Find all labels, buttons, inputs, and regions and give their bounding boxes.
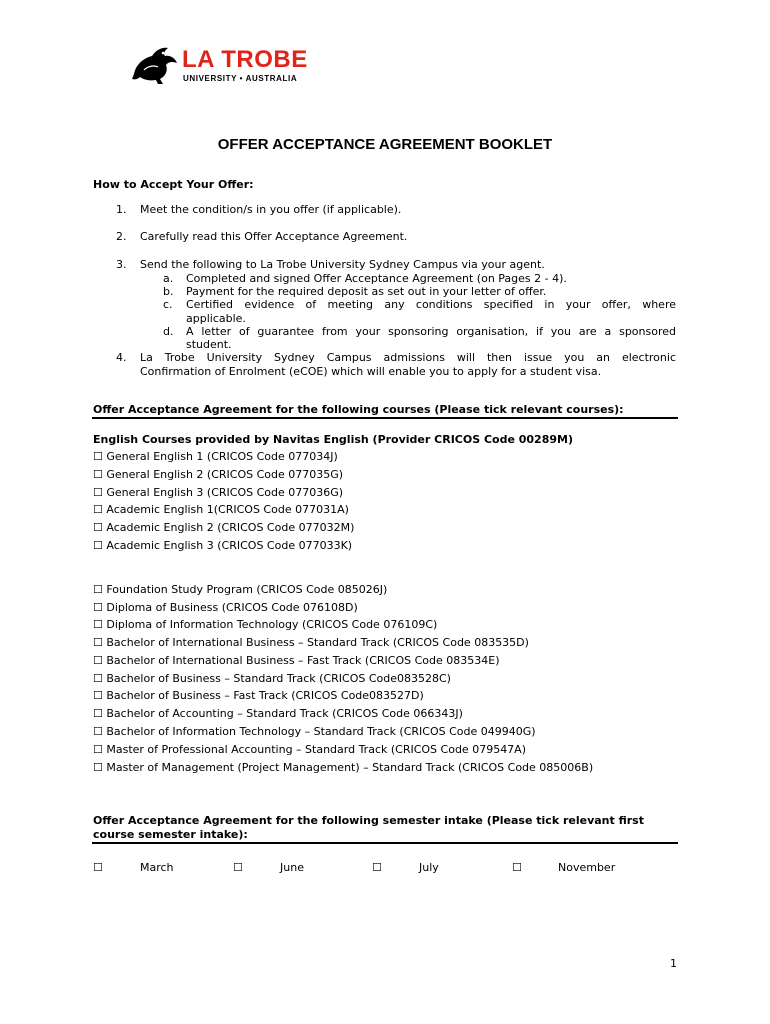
program-checkbox[interactable]: ☐ Foundation Study Program (CRICOS Code 085026J) bbox=[93, 583, 388, 596]
intake-march-checkbox[interactable]: ☐ bbox=[93, 861, 103, 874]
step-4-text-line1: La Trobe University Sydney Campus admissions will then issue you an electronic bbox=[140, 351, 676, 364]
step-3d-letter: d. bbox=[163, 325, 174, 338]
step-3c-text-line2: applicable. bbox=[186, 312, 246, 325]
step-3a-letter: a. bbox=[163, 272, 174, 285]
step-4-text-line2: Confirmation of Enrolment (eCOE) which will enable you to apply for a student visa. bbox=[140, 365, 602, 378]
program-checkbox[interactable]: ☐ Bachelor of Business – Standard Track (CRICOS Code083528C) bbox=[93, 672, 451, 685]
intake-heading-line1: Offer Acceptance Agreement for the following semester intake (Please tick relevant first bbox=[93, 814, 644, 827]
step-2-number: 2. bbox=[116, 230, 127, 243]
intake-november-label: November bbox=[558, 861, 616, 874]
step-1-number: 1. bbox=[116, 203, 127, 216]
brand-name: LA TROBE bbox=[182, 46, 308, 73]
step-3-number: 3. bbox=[116, 258, 127, 271]
step-4-number: 4. bbox=[116, 351, 127, 364]
la-trobe-logo bbox=[130, 44, 330, 90]
program-checkbox[interactable]: ☐ Bachelor of International Business – Standard Track (CRICOS Code 083535D) bbox=[93, 636, 529, 649]
eagle-logo-icon bbox=[130, 44, 180, 88]
step-3c-letter: c. bbox=[163, 298, 173, 311]
english-course-checkbox[interactable]: ☐ Academic English 1(CRICOS Code 077031A) bbox=[93, 503, 349, 516]
program-checkbox[interactable]: ☐ Diploma of Information Technology (CRICOS Code 076109C) bbox=[93, 618, 438, 631]
how-to-heading: How to Accept Your Offer: bbox=[93, 178, 254, 191]
step-3b-text: Payment for the required deposit as set out in your letter of offer. bbox=[186, 285, 547, 298]
program-checkbox[interactable]: ☐ Bachelor of International Business – Fast Track (CRICOS Code 083534E) bbox=[93, 654, 500, 667]
brand-subtitle: UNIVERSITY • AUSTRALIA bbox=[183, 74, 298, 83]
step-3-text: Send the following to La Trobe University Sydney Campus via your agent. bbox=[140, 258, 545, 271]
intake-july-checkbox[interactable]: ☐ bbox=[372, 861, 382, 874]
english-course-checkbox[interactable]: ☐ Academic English 2 (CRICOS Code 077032M) bbox=[93, 521, 355, 534]
program-checkbox[interactable]: ☐ Master of Management (Project Management) – Standard Track (CRICOS Code 085006B) bbox=[93, 761, 594, 774]
program-checkbox[interactable]: ☐ Diploma of Business (CRICOS Code 076108D) bbox=[93, 601, 358, 614]
step-3d-text-line1: A letter of guarantee from your sponsoring organisation, if you are a sponsored bbox=[186, 325, 676, 338]
english-course-checkbox[interactable]: ☐ General English 3 (CRICOS Code 077036G) bbox=[93, 486, 344, 499]
program-checkbox[interactable]: ☐ Bachelor of Accounting – Standard Track (CRICOS Code 066343J) bbox=[93, 707, 463, 720]
intake-heading-rule bbox=[92, 842, 678, 844]
english-course-checkbox[interactable]: ☐ General English 2 (CRICOS Code 077035G) bbox=[93, 468, 344, 481]
intake-march-label: March bbox=[140, 861, 174, 874]
program-checkbox[interactable]: ☐ Master of Professional Accounting – Standard Track (CRICOS Code 079547A) bbox=[93, 743, 527, 756]
english-course-checkbox[interactable]: ☐ Academic English 3 (CRICOS Code 077033K) bbox=[93, 539, 353, 552]
intake-november-checkbox[interactable]: ☐ bbox=[512, 861, 522, 874]
page-number: 1 bbox=[670, 957, 677, 970]
step-3b-letter: b. bbox=[163, 285, 174, 298]
step-1-text: Meet the condition/s in you offer (if applicable). bbox=[140, 203, 402, 216]
courses-heading-rule bbox=[92, 417, 678, 419]
english-course-checkbox[interactable]: ☐ General English 1 (CRICOS Code 077034J) bbox=[93, 450, 338, 463]
step-3a-text: Completed and signed Offer Acceptance Agreement (on Pages 2 - 4). bbox=[186, 272, 567, 285]
step-2-text: Carefully read this Offer Acceptance Agreement. bbox=[140, 230, 408, 243]
step-3c-text-line1: Certified evidence of meeting any conditions specified in your offer, where bbox=[186, 298, 676, 311]
intake-june-label: June bbox=[280, 861, 304, 874]
intake-heading-line2: course semester intake): bbox=[93, 828, 248, 841]
page-title: OFFER ACCEPTANCE AGREEMENT BOOKLET bbox=[217, 136, 553, 153]
step-3d-text-line2: student. bbox=[186, 338, 232, 351]
courses-heading: Offer Acceptance Agreement for the following courses (Please tick relevant courses): bbox=[93, 403, 624, 416]
program-checkbox[interactable]: ☐ Bachelor of Information Technology – Standard Track (CRICOS Code 049940G) bbox=[93, 725, 536, 738]
intake-june-checkbox[interactable]: ☐ bbox=[233, 861, 243, 874]
program-checkbox[interactable]: ☐ Bachelor of Business – Fast Track (CRICOS Code083527D) bbox=[93, 689, 424, 702]
intake-july-label: July bbox=[419, 861, 439, 874]
english-courses-heading: English Courses provided by Navitas English (Provider CRICOS Code 00289M) bbox=[93, 433, 573, 446]
